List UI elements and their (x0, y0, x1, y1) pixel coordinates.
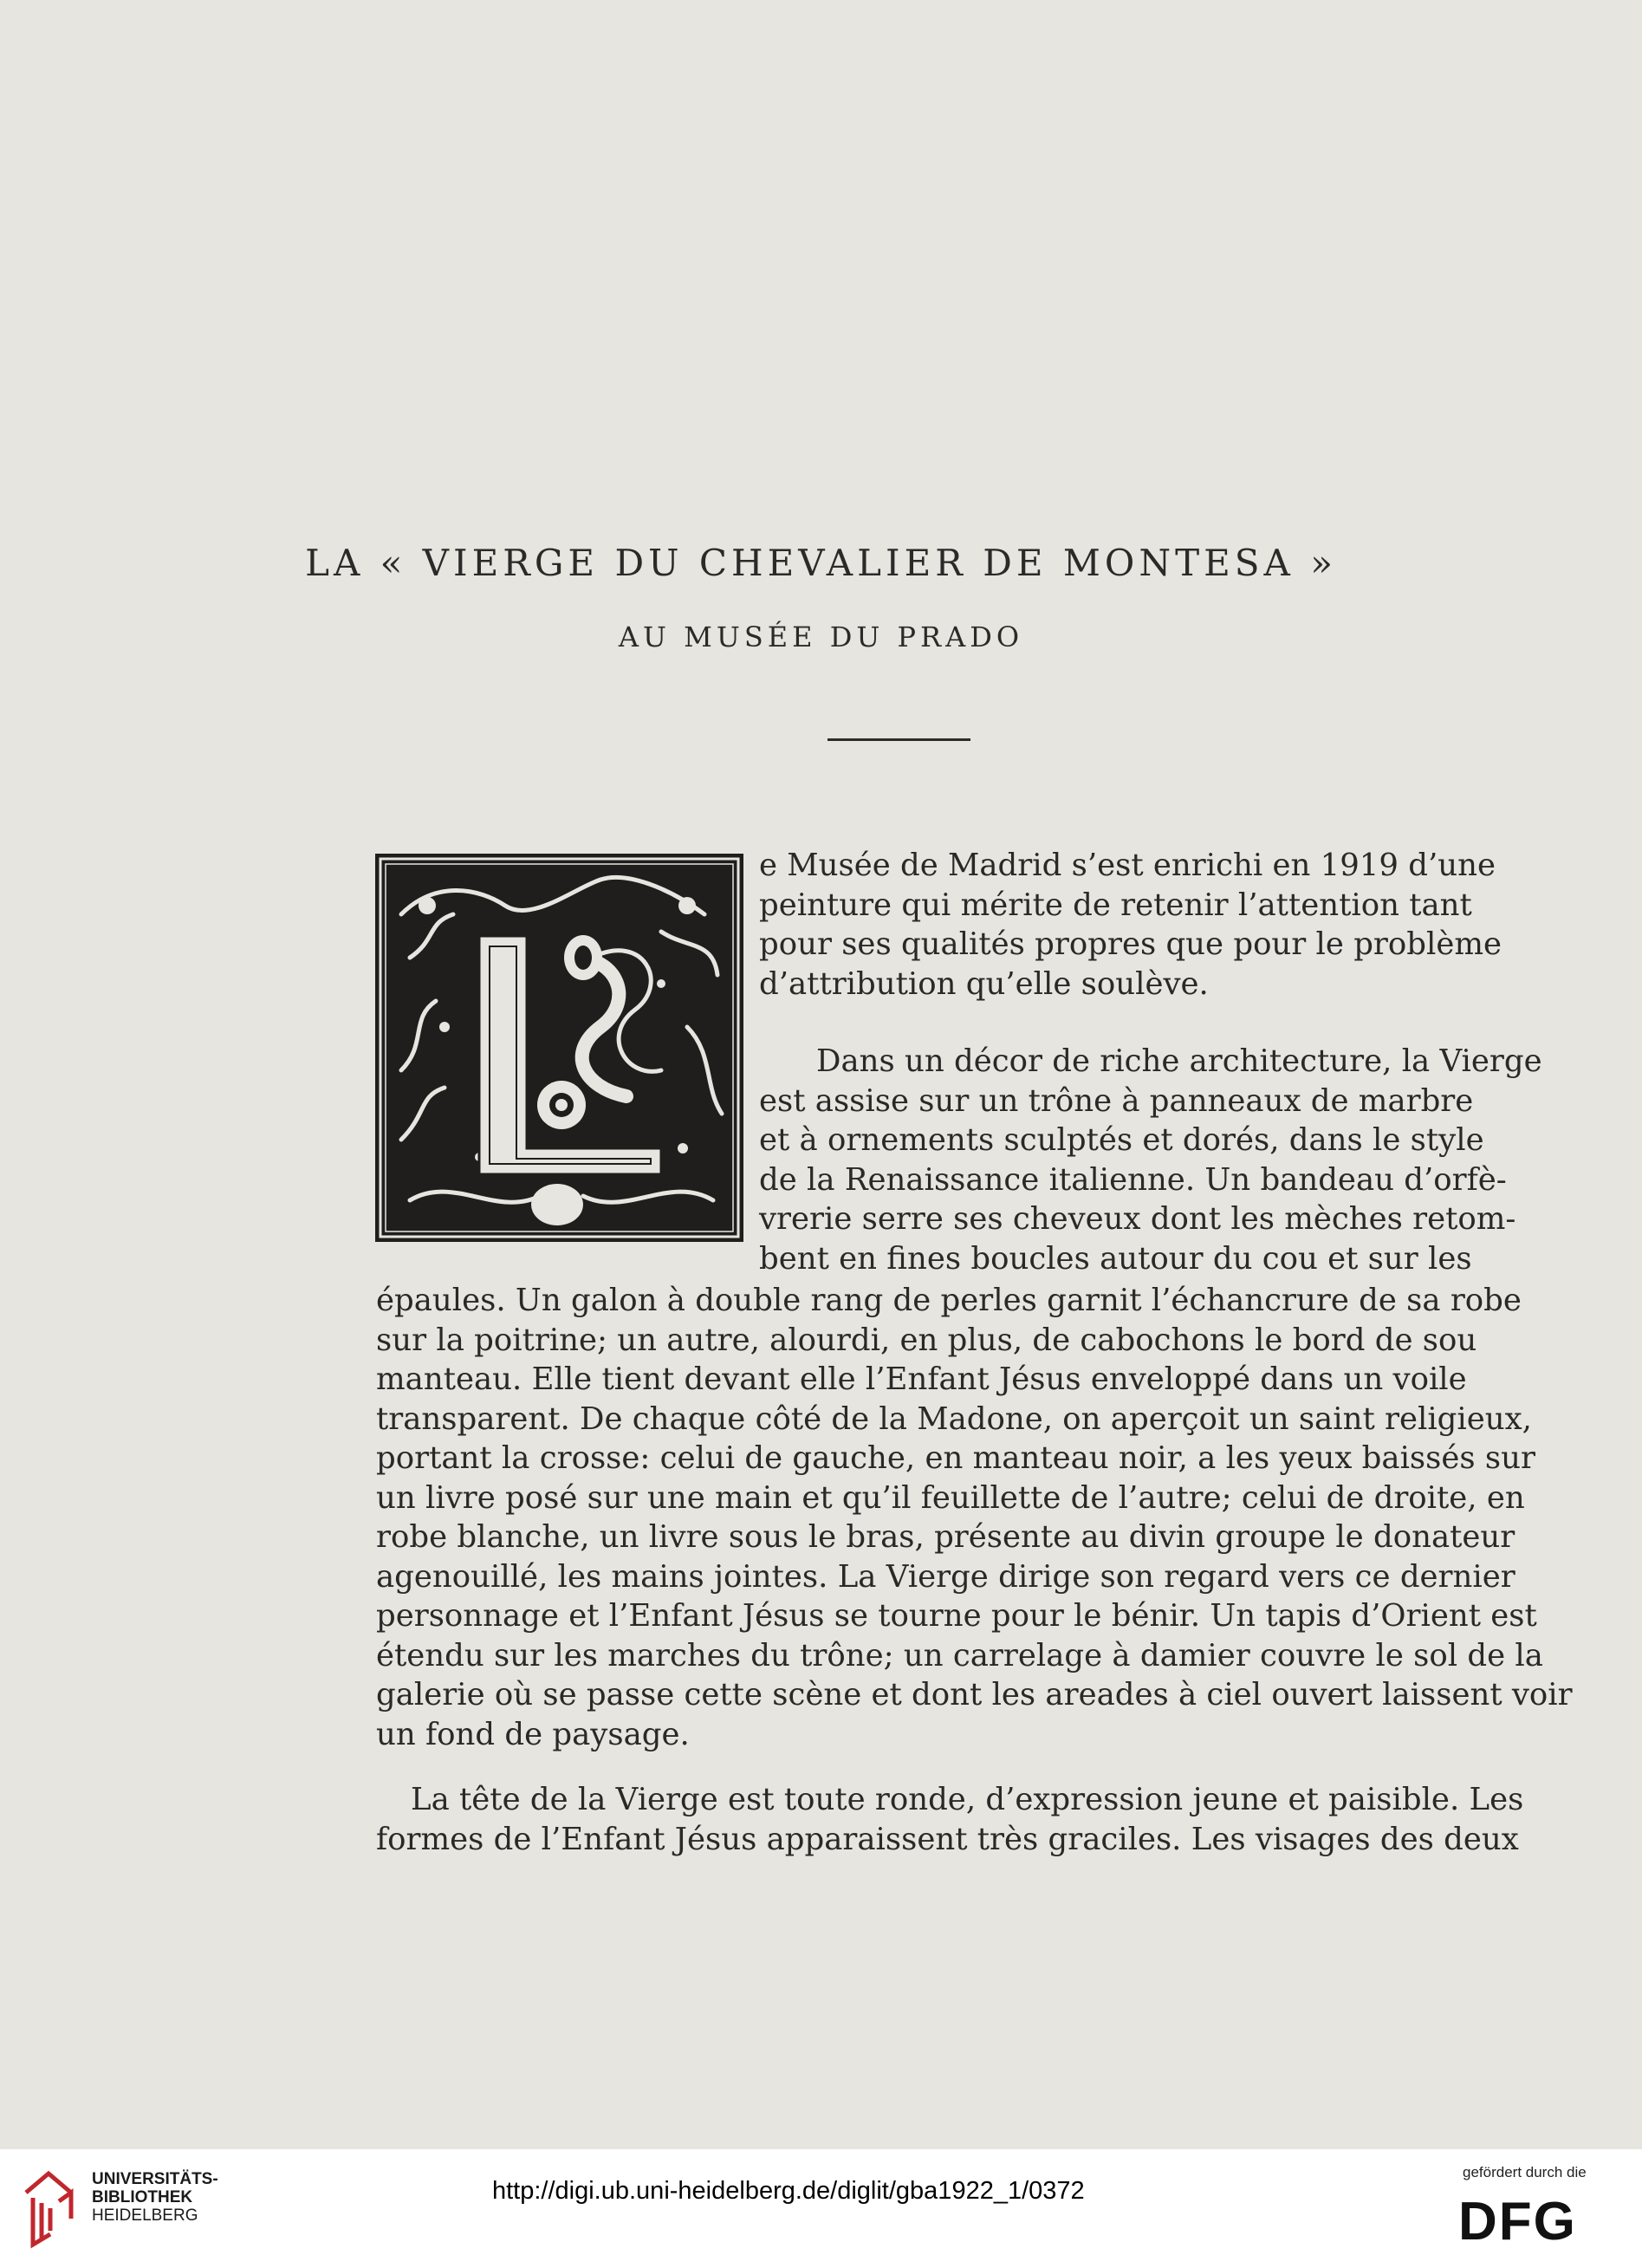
paragraph-2-line: transparent. De chaque côté de la Madone, on aperçoit un saint religieux, (376, 1400, 1532, 1437)
paragraph-2-line: Dans un décor de riche architecture, la Vierge (816, 1043, 1542, 1079)
paragraph-2-line: un livre posé sur une main et qu’il feuillette de l’autre; celui de droite, en (376, 1479, 1525, 1516)
paragraph-3-line: La tête de la Vierge est toute ronde, d’expression jeune et paisible. Les (411, 1782, 1524, 1817)
paragraph-1-line: e Musée de Madrid s’est enrichi en 1919 d’une (759, 848, 1496, 883)
paragraph-2-full (376, 1281, 1573, 1754)
library-name-line: BIBLIOTHEK (92, 2188, 193, 2206)
ornamental-initial-l (375, 854, 743, 1242)
paragraph-2-line: personnage et l’Enfant Jésus se tourne pour le bénir. Un tapis d’Orient est (376, 1598, 1537, 1634)
paragraph-2-line: un fond de paysage. (376, 1716, 690, 1752)
paragraph-2-line: robe blanche, un livre sous le bras, présente au divin groupe le donateur (376, 1519, 1515, 1555)
paragraph-2-line: épaules. Un galon à double rang de perles garnit l’échancrure de sa robe (376, 1283, 1522, 1318)
paragraph-1-line: d’attribution qu’elle soulève. (759, 965, 1209, 1002)
article-subtitle: AU MUSÉE DU PRADO (618, 621, 1024, 653)
paragraph-2-line: bent en fines boucles autour du cou et sur les (759, 1240, 1472, 1277)
title-rule (827, 738, 970, 741)
paragraph-2-line: agenouillé, les mains jointes. La Vierge dirige son regard vers ce dernier (376, 1558, 1515, 1595)
paragraph-2-line: étendu sur les marches du trône; un carrelage à damier couvre le sol de la (376, 1637, 1543, 1673)
digitization-footer (0, 2149, 1642, 2268)
paragraph-2-line: est assise sur un trône à panneaux de marbre (759, 1082, 1474, 1119)
paragraph-2-line: et à ornements sculptés et dorés, dans le style (759, 1122, 1484, 1158)
library-name-line: UNIVERSITÄTS- (92, 2170, 218, 2188)
funding-note: gefördert durch die (1463, 2164, 1587, 2180)
paragraph-3-line: formes de l’Enfant Jésus apparaissent très graciles. Les visages des deux (376, 1821, 1519, 1857)
paragraph-1-line: peinture qui mérite de retenir l’attention tant (759, 887, 1472, 923)
paragraph-2-wrapped (759, 1042, 1542, 1278)
library-name-line: HEIDELBERG (92, 2206, 198, 2225)
paragraph-2-line: de la Renaissance italienne. Un bandeau d’orfè- (759, 1161, 1507, 1198)
paragraph-2-line: manteau. Elle tient devant elle l’Enfant Jésus enveloppé dans un voile (376, 1361, 1467, 1397)
article-title: LA « VIERGE DU CHEVALIER DE MONTESA » (305, 542, 1337, 584)
paragraph-2-line: vrerie serre ses cheveux dont les mèches retom- (759, 1201, 1516, 1237)
paragraph-2-line: galerie où se passe cette scène et dont les areades à ciel ouvert laissent voir (376, 1677, 1573, 1712)
library-name (92, 2170, 218, 2225)
university-library-logo-icon (19, 2167, 80, 2250)
paragraph-3 (376, 1780, 1524, 1859)
paragraph-2-line: sur la poitrine; un autre, alourdi, en plus, de cabochons le bord de sou (376, 1322, 1477, 1358)
paragraph-2-line: portant la crosse: celui de gauche, en manteau noir, a les yeux baissés sur (376, 1440, 1535, 1476)
dfg-logo: DFG (1458, 2192, 1577, 2252)
paragraph-1-line: pour ses qualités propres que pour le problème (759, 926, 1502, 962)
paragraph-1 (759, 846, 1502, 1004)
permalink-url[interactable]: http://digi.ub.uni-heidelberg.de/diglit/gba1922_1/0372 (492, 2177, 1085, 2205)
